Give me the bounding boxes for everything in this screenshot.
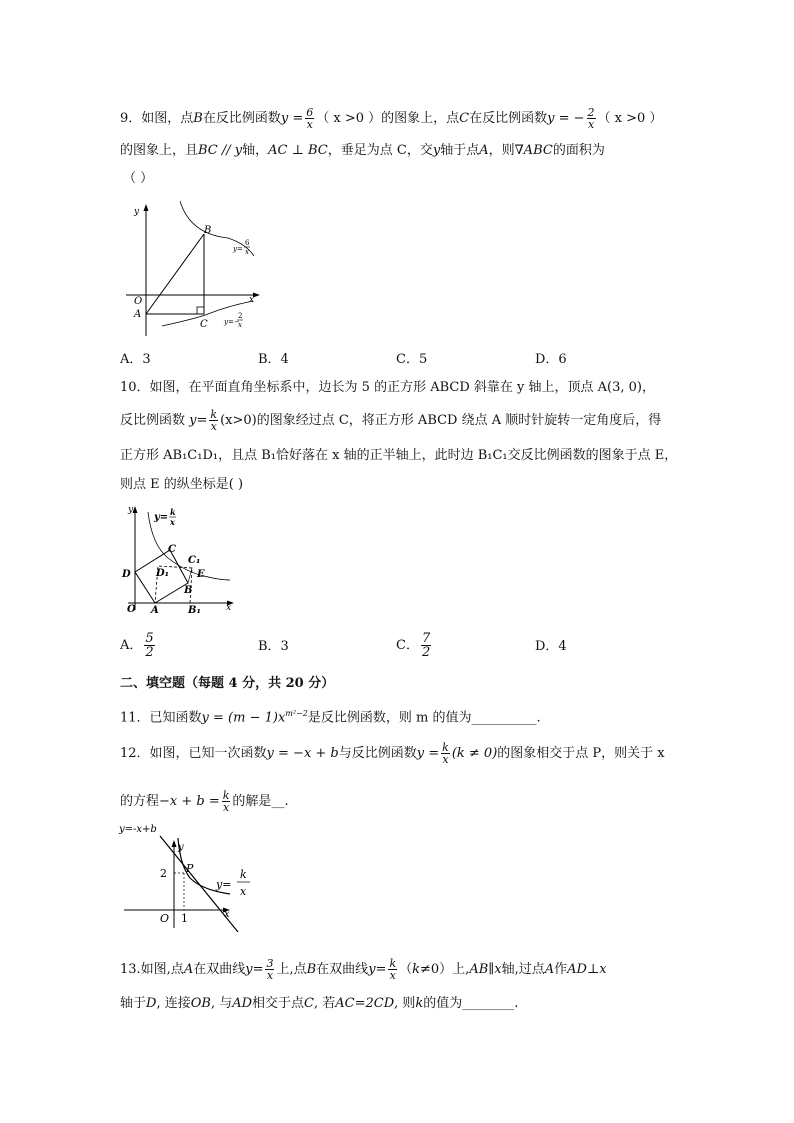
- q9-fig-C: C: [200, 319, 208, 330]
- q9-fig-f2: y=−: [224, 318, 240, 326]
- q9-option-b: B．4: [258, 352, 289, 367]
- q9-fig-f2d: x: [238, 321, 242, 329]
- q12-line1: 12．如图，已知一次函数y = −x + b与反比例函数y = $\frac{k}{x}$ (k ≠ 0)的图象相交于点 P，则关于 x: [120, 741, 665, 766]
- q10-fig-y: y: [128, 505, 134, 515]
- q10-fig-x: x: [226, 603, 232, 613]
- q10-option-a: A． $\frac{5}{2}$: [120, 631, 154, 660]
- q12-fig-two: 2: [160, 867, 167, 880]
- q9-figure: [118, 196, 268, 342]
- q10-line4: 则点 E 的纵坐标是( ): [120, 477, 244, 492]
- q10-option-c: C． $\frac{7}{2}$: [396, 631, 431, 660]
- q9-line1: 9．如图，点B在反比例函数y = $\frac{6}{x}$ （ x >0 ）的图象上，点C在反比例函数y = − $\frac{2}{x}$ （ x >0 ）: [120, 106, 663, 131]
- q9-fig-B: B: [204, 225, 212, 236]
- q10-fig-A: A: [151, 605, 159, 616]
- q9-fig-f1n: 6: [245, 239, 250, 247]
- q9-answer-paren: （ ）: [123, 171, 154, 186]
- q12-fig-fd: x: [240, 885, 247, 898]
- q12-fig-P: P: [186, 862, 194, 875]
- q10-fig-f: y=: [154, 512, 169, 523]
- q10-line2: 反比例函数 y= $\frac{k}{x}$ (x>0)的图象经过点 C，将正方形 ABCD 绕点 A 顺时针旋转一定角度后，得: [120, 408, 662, 433]
- q10-fig-C1: C₁: [188, 555, 201, 566]
- q10-option-b: B．3: [258, 639, 289, 654]
- q10-fig-D1: D₁: [156, 568, 170, 579]
- q9-fig-A: A: [134, 309, 142, 320]
- q12-fig-line-label: y=-x+b: [119, 824, 157, 835]
- q12-fig-fn: k: [240, 868, 247, 881]
- q12-figure: [118, 820, 258, 932]
- q10-figure: [118, 500, 238, 618]
- q9-option-a: A．3: [120, 352, 151, 367]
- q10-fig-D: D: [122, 569, 131, 580]
- q10-fig-E: E: [197, 569, 205, 580]
- q12-fig-f: y=: [216, 878, 232, 891]
- q10-fig-fn: k: [170, 507, 176, 517]
- q9-option-c: C．5: [396, 352, 428, 367]
- q9-fig-x: x: [249, 295, 255, 305]
- q10-fig-B: B: [184, 585, 193, 596]
- q10-fig-O: O: [127, 604, 136, 615]
- q10-line1: 10．如图，在平面直角坐标系中，边长为 5 的正方形 ABCD 斜靠在 y 轴上，顶点 A(3, 0)，: [120, 380, 655, 395]
- q9-fig-y: y: [134, 207, 140, 217]
- q10-fig-B1: B₁: [188, 605, 201, 616]
- q13-line2: 轴于D, 连接OB, 与AD相交于点C, 若AC=2CD, 则k的值为________.: [120, 996, 519, 1011]
- q9-option-d: D．6: [535, 352, 567, 367]
- q9-fig-f2n: 2: [238, 312, 243, 320]
- q12-fig-y: y: [178, 842, 184, 853]
- section-fill-in-blank-title: 二、填空题（每题 4 分，共 20 分）: [120, 676, 335, 691]
- q12-fig-one: 1: [181, 912, 188, 925]
- q9-line2: 的图象上，且BC // y轴，AC ⊥ BC，垂足为点 C，交y轴于点A，则∇ABC的面积为: [120, 143, 605, 158]
- q9-fig-O: O: [134, 296, 143, 307]
- q10-option-d: D．4: [535, 639, 567, 654]
- q10-fig-fd: x: [170, 517, 175, 527]
- q12-fig-O: O: [160, 912, 170, 925]
- q10-fig-C: C: [168, 544, 176, 555]
- q11-line: 11．已知函数$y = (m - 1)x^{m^2-2}$是反比例函数，则 m 的值为__________.: [120, 709, 541, 726]
- q13-line1: 13.如图,点A在双曲线y= $\frac{3}{x}$ 上,点B在双曲线y= $\frac{k}{x}$ （k≠0）上,AB∥x轴,过点A作AD⊥x: [120, 957, 607, 982]
- q10-line3: 正方形 AB₁C₁D₁，且点 B₁恰好落在 x 轴的正半轴上，此时边 B₁C₁交反比例函数的图象于点 E，: [120, 448, 678, 463]
- q12-line2: 的方程−x + b = $\frac{k}{x}$ 的解是__.: [120, 789, 289, 814]
- q9-fig-f1: y=: [233, 245, 243, 253]
- q9-fig-f1d: x: [245, 248, 249, 256]
- q12-fig-x: x: [224, 909, 230, 920]
